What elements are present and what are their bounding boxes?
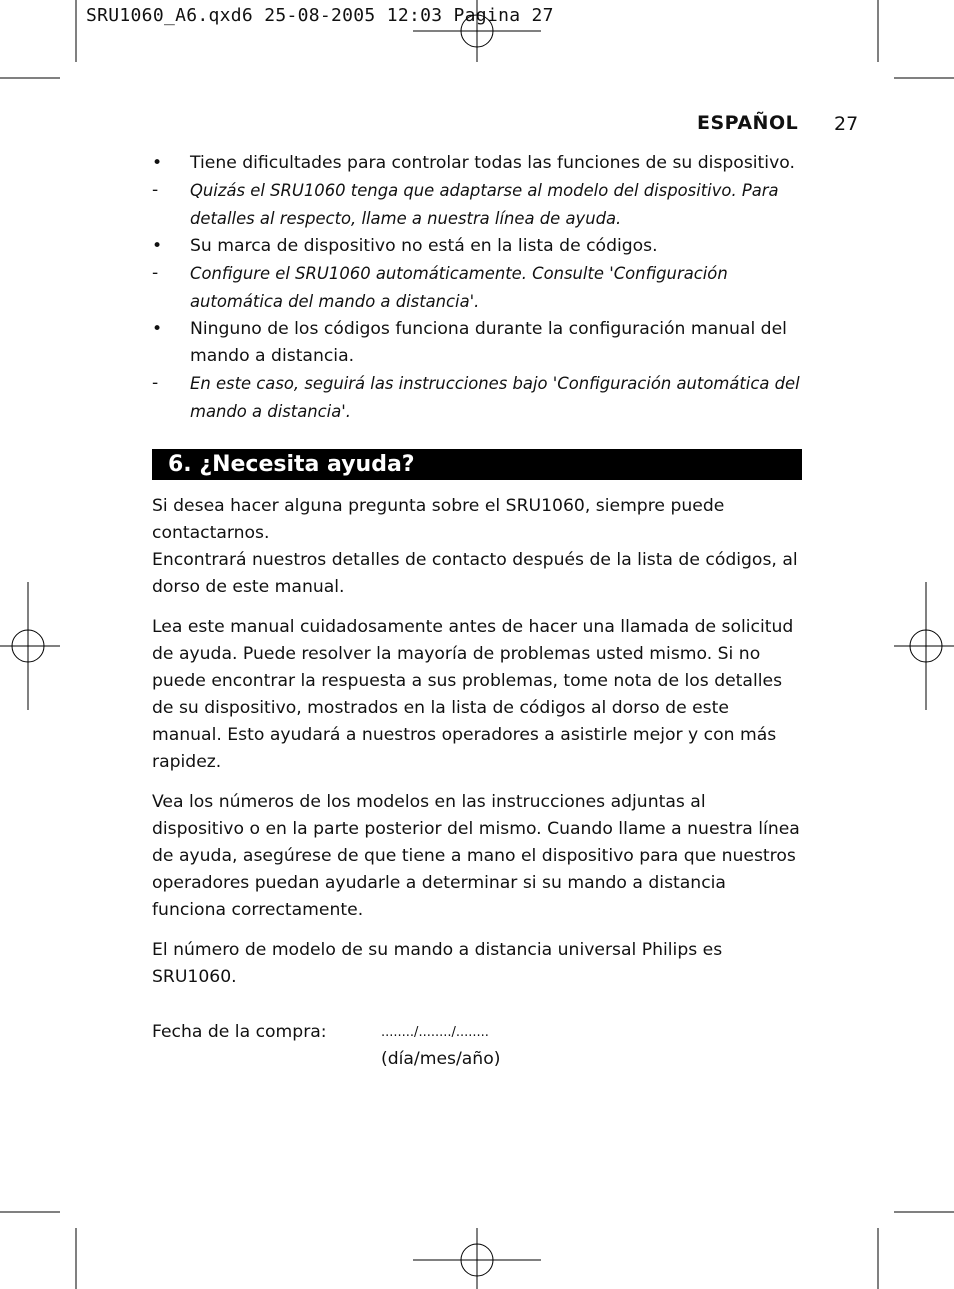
dash-marker: - <box>152 373 159 393</box>
solution-item <box>152 177 802 233</box>
solution-text: Configure el SRU1060 automáticamente. Consulte 'Configuración automática del mando a distancia'. <box>190 264 728 311</box>
dash-marker: - <box>152 263 159 283</box>
problem-text: Ninguno de los códigos funciona durante la configuración manual del mando a distancia. <box>190 319 787 366</box>
bullet-marker: • <box>152 153 163 173</box>
problem-text: Tiene dificultades para controlar todas las funciones de su dispositivo. <box>190 153 795 173</box>
solution-item <box>152 370 802 426</box>
solution-item <box>152 260 802 316</box>
help-paragraph-model-numbers: Vea los números de los modelos en las instrucciones adjuntas al dispositivo o en la parte posterior del mismo. Cuando llame a nuestra línea de ayuda, asegúrese de que tiene a mano el dispositivo para que nuestros operadores puedan ayudarle a determinar si su mando a distancia funciona correctamente. <box>152 792 800 920</box>
print-slug: SRU1060_A6.qxd6 25-08-2005 12:03 Pagina 27 <box>86 5 554 26</box>
solution-text: En este caso, seguirá las instrucciones bajo 'Configuración automática del mando a distancia'. <box>190 374 800 421</box>
page-number: 27 <box>834 113 859 135</box>
help-paragraph-contact: Si desea hacer alguna pregunta sobre el SRU1060, siempre puede contactarnos. <box>152 496 725 543</box>
purchase-date-format: (día/mes/año) <box>381 1049 501 1069</box>
purchase-date-label: Fecha de la compra: <box>152 1022 327 1042</box>
dash-marker: - <box>152 180 159 200</box>
bullet-marker: • <box>152 319 163 339</box>
problem-text: Su marca de dispositivo no está en la lista de códigos. <box>190 236 658 256</box>
help-paragraph-model: El número de modelo de su mando a distancia universal Philips es SRU1060. <box>152 940 723 987</box>
page-content <box>152 150 802 1073</box>
section-heading: 6. ¿Necesita ayuda? <box>152 449 802 480</box>
solution-text: Quizás el SRU1060 tenga que adaptarse al modelo del dispositivo. Para detalles al respecto, llame a nuestra línea de ayuda. <box>190 181 779 228</box>
purchase-date-block <box>152 1019 802 1073</box>
language-header: ESPAÑOL <box>697 112 799 134</box>
problem-item <box>152 233 802 260</box>
help-paragraph-details: Encontrará nuestros detalles de contacto después de la lista de códigos, al dorso de este manual. <box>152 550 798 597</box>
help-paragraph-manual: Lea este manual cuidadosamente antes de hacer una llamada de solicitud de ayuda. Puede resolver la mayoría de problemas usted mismo. Si no puede encontrar la respuesta a sus problemas, tome nota de los detalles de su dispositivo, mostrados en la lista de códigos al dorso de este manual. Esto ayudará a nuestros operadores a asistirle mejor y con más rapidez. <box>152 617 794 772</box>
problem-item <box>152 316 802 370</box>
bullet-marker: • <box>152 236 163 256</box>
troubleshooting-list <box>152 150 802 426</box>
purchase-date-blank: ......../......../........ <box>381 1025 489 1040</box>
problem-item <box>152 150 802 177</box>
